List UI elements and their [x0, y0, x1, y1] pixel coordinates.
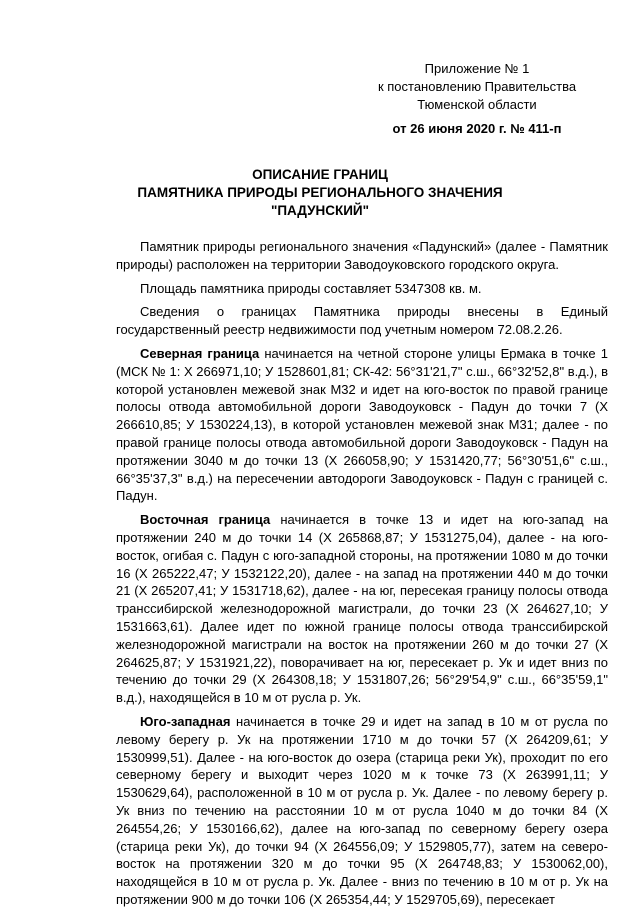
east-boundary-text: начинается в точке 13 и идет на юго-запад на протяжении 240 м до точки 14 (Х 265868,87; У 1531275,04), далее - на юго-восток, огибая с. Падун с юго-западной стороны, на протяжении 1080 м до точки 16 (Х 265222,47; У 1532122,20), далее - на запад на протяжении 440 м до точки 21 (Х 265207,41; У 1531718,62), далее - на юг, пересекая границу полосы отвода транссибирской железнодорожной магистрали, до точки 23 (Х 264627,10; У 1531663,61). Далее идет по южной границе полосы отвода транссибирской железнодорожной магистрали на восток на протяжении 260 м до точки 27 (Х 264625,87; У 1531921,22), поворачивает на юг, пересекает р. Ук и идет вниз по течению до точки 29 (Х 264308,18; У 1531807,26; 56°29'54,9" с.ш., 66°35'59,1" в.д.), находящейся в 10 м от русла р. Ук. [116, 512, 608, 706]
title-line-2: ПАМЯТНИКА ПРИРОДЫ РЕГИОНАЛЬНОГО ЗНАЧЕНИЯ [137, 185, 503, 200]
annex-line-4: от 26 июня 2020 г. № 411-п [392, 121, 562, 136]
annex-line-3: Тюменской области [417, 97, 537, 112]
annex-header [362, 60, 592, 138]
paragraph-north-boundary [116, 345, 608, 505]
document-title [0, 166, 640, 220]
paragraph-east-boundary [116, 511, 608, 707]
southwest-boundary-label: Юго-западная [140, 713, 231, 729]
north-boundary-text: начинается на четной стороне улицы Ермака в точке 1 (МСК № 1: Х 266971,10; У 1528601,81; СК-42: 56°31'21,7" с.ш., 66°32'52,8" в.д.), в которой установлен межевой знак М32 и идет на юго-восток по правой границе полосы отвода автомобильной дороги Заводоуковск - Падун до точки 7 (Х 266610,85; У 1530224,13), в которой установлен межевой знак М31; далее - по правой границе полосы отвода автомобильной дороги Заводоуковск - Падун на протяжении 3040 м до точки 13 (Х 266058,90; У 1531420,77; 56°30'51,6" с.ш., 66°35'37,3" в.д.) на пересечении автодороги Заводоуковск - Падун с границей с. Падун. [116, 345, 608, 504]
annex-line-1: Приложение № 1 [424, 61, 530, 76]
east-boundary-label: Восточная граница [140, 512, 271, 528]
southwest-boundary-text: начинается в точке 29 и идет на запад в 10 м от русла по левому берегу р. Ук на протяжении 1710 м до точки 57 (Х 264209,61; У 1530999,51). Далее - на юго-восток до озера (старица реки Ук), проходит по его северному берегу и выходит через 1020 м к точке 73 (Х 263991,11; У 1530629,64), расположенной в 10 м от русла р. Ук. Далее - по левому берегу р. Ук вниз по течению на расстоянии 10 м от русла 1040 м до точки 84 (Х 264554,26; У 1530166,62), далее на юго-запад по северному берегу озера (старица реки Ук), до точки 94 (Х 264556,09; У 1529805,77), затем на северо-восток на протяжении 320 м до точки 95 (Х 264748,83; У 1530062,00), находящейся в 10 м от русла р. Ук. Далее - вниз по течению в 10 м от р. Ук на протяжении 900 м до точки 106 (Х 265354,44; У 1529705,69), пересекает [116, 713, 608, 907]
title-line-3: "ПАДУНСКИЙ" [270, 203, 370, 218]
title-line-1: ОПИСАНИЕ ГРАНИЦ [252, 167, 388, 182]
paragraph-registry: Сведения о границах Памятника природы внесены в Единый государственный реестр недвижимости под учетным номером 72.08.2.26. [116, 304, 608, 338]
annex-line-2: к постановлению Правительства [377, 79, 577, 94]
document-body [116, 238, 608, 915]
north-boundary-label: Северная граница [140, 345, 260, 361]
paragraph-area: Площадь памятника природы составляет 5347308 кв. м. [140, 280, 482, 296]
paragraph-location: Памятник природы регионального значения «Падунский» (далее - Памятник природы) расположен на территории Заводоуковского городского округа. [116, 239, 608, 272]
paragraph-southwest-boundary [116, 713, 608, 909]
